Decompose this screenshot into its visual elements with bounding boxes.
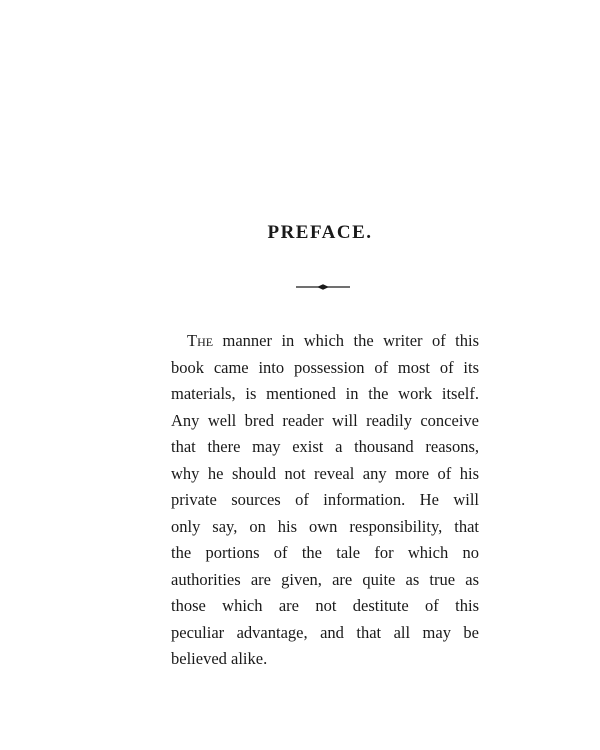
- page-title: PREFACE.: [267, 222, 373, 243]
- text-line: that there may exist a thousand reasons,: [171, 437, 479, 456]
- text-line: the portions of the tale for which no: [171, 543, 479, 562]
- ornament-divider-icon: [296, 282, 350, 292]
- text-line: [171, 328, 479, 355]
- text-line: only say, on his own responsibility, that: [171, 516, 479, 536]
- text-line: authorities are given, are quite as true as: [171, 569, 479, 589]
- text-line: Any well bred reader will readily conceive: [171, 410, 479, 430]
- text-line: private sources of information. He will: [171, 490, 479, 509]
- preface-paragraph: [171, 328, 479, 673]
- text-line: believed alike.: [171, 649, 268, 668]
- lead-word: The: [187, 331, 214, 350]
- text-line-rest: manner in which the writer of this: [213, 331, 479, 350]
- text-line: peculiar advantage, and that all may be: [171, 622, 479, 642]
- text-line: those which are not destitute of this: [171, 596, 479, 615]
- text-line: why he should not reveal any more of his: [171, 463, 479, 483]
- text-line: materials, is mentioned in the work itself.: [171, 384, 479, 403]
- text-line: book came into possession of most of its: [171, 357, 479, 377]
